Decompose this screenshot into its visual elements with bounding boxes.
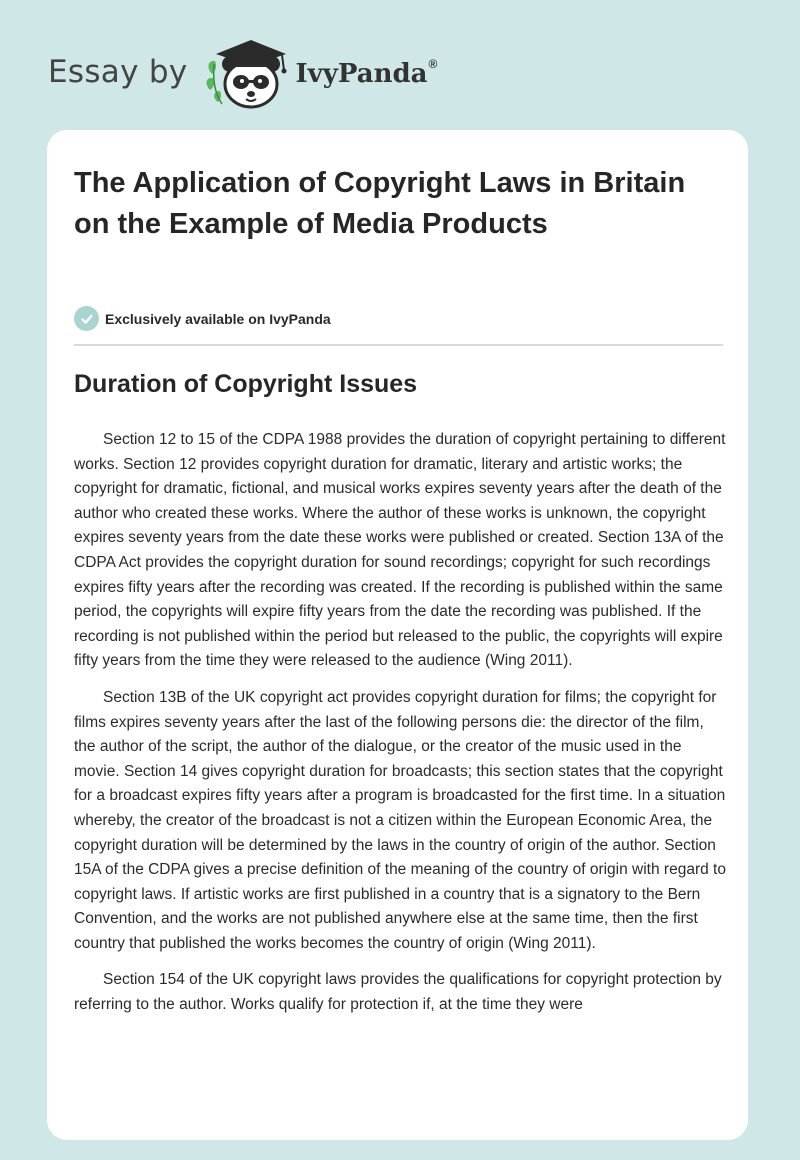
paragraph: Section 13B of the UK copyright act provides copyright duration for films; the copyright for films expires seventy years after the last of the following persons die: the director of the film, the author of the script, the author of the dialogue, or the creator of the music used in the movie. Section 14 gives copyright duration for broadcasts; this section states that the copyright for a broadcast expires fifty years after a program is broadcasted for the first time. In a situation whereby, the creator of the broadcast is not a citizen within the European Economic Area, the copyright duration will be determined by the laws in the country of origin of the author. Section 15A of the CDPA gives a precise definition of the meaning of the country of origin with regard to copyright laws. If artistic works are first published in a country that is a signatory to the Bern Convention, and the works are not published anywhere else at the same time, then the first country that published the works becomes the country of origin (Wing 2011). (74, 688, 726, 952)
article-body (74, 428, 726, 1030)
exclusive-badge-label: Exclusively available on IvyPanda (105, 310, 331, 327)
paragraph: Section 154 of the UK copyright laws provides the qualifications for copyright protection by referring to the author. Works qualify for protection if, at the time they were (74, 971, 722, 1014)
section-heading: Duration of Copyright Issues (74, 370, 418, 398)
essay-card (47, 130, 748, 1140)
site-header (48, 34, 437, 110)
paragraph: Section 12 to 15 of the CDPA 1988 provides the duration of copyright pertaining to different works. Section 12 provides copyright duration for dramatic, literary and artistic works; the copyright for dramatic, fictional, and musical works expires seventy years after the death of the author who created these works. Where the author of these works is unknown, the copyright expires seventy years from the date these works were published or created. Section 13A of the CDPA Act provides the copyright duration for sound recordings; copyright for such recordings expires fifty years after the recording was created. If the recording is published within the same period, the copyrights will expire fifty years from the date the recording was published. If the recording is not published within the period but released to the public, the copyrights will expire fifty years from the time they were released to the audience (Wing 2011). (74, 431, 726, 670)
title-divider (74, 344, 723, 346)
essay-title: The Application of Copyright Laws in Britain on the Example of Media Products (74, 167, 686, 240)
essay-by-label: Essay by (48, 54, 188, 90)
brand-label: IvyPanda (295, 59, 428, 89)
check-circle-icon (74, 306, 99, 331)
exclusive-badge (74, 306, 331, 331)
panda-graduate-icon (202, 34, 292, 110)
registered-mark: ® (428, 57, 438, 72)
brand-name (296, 59, 438, 89)
